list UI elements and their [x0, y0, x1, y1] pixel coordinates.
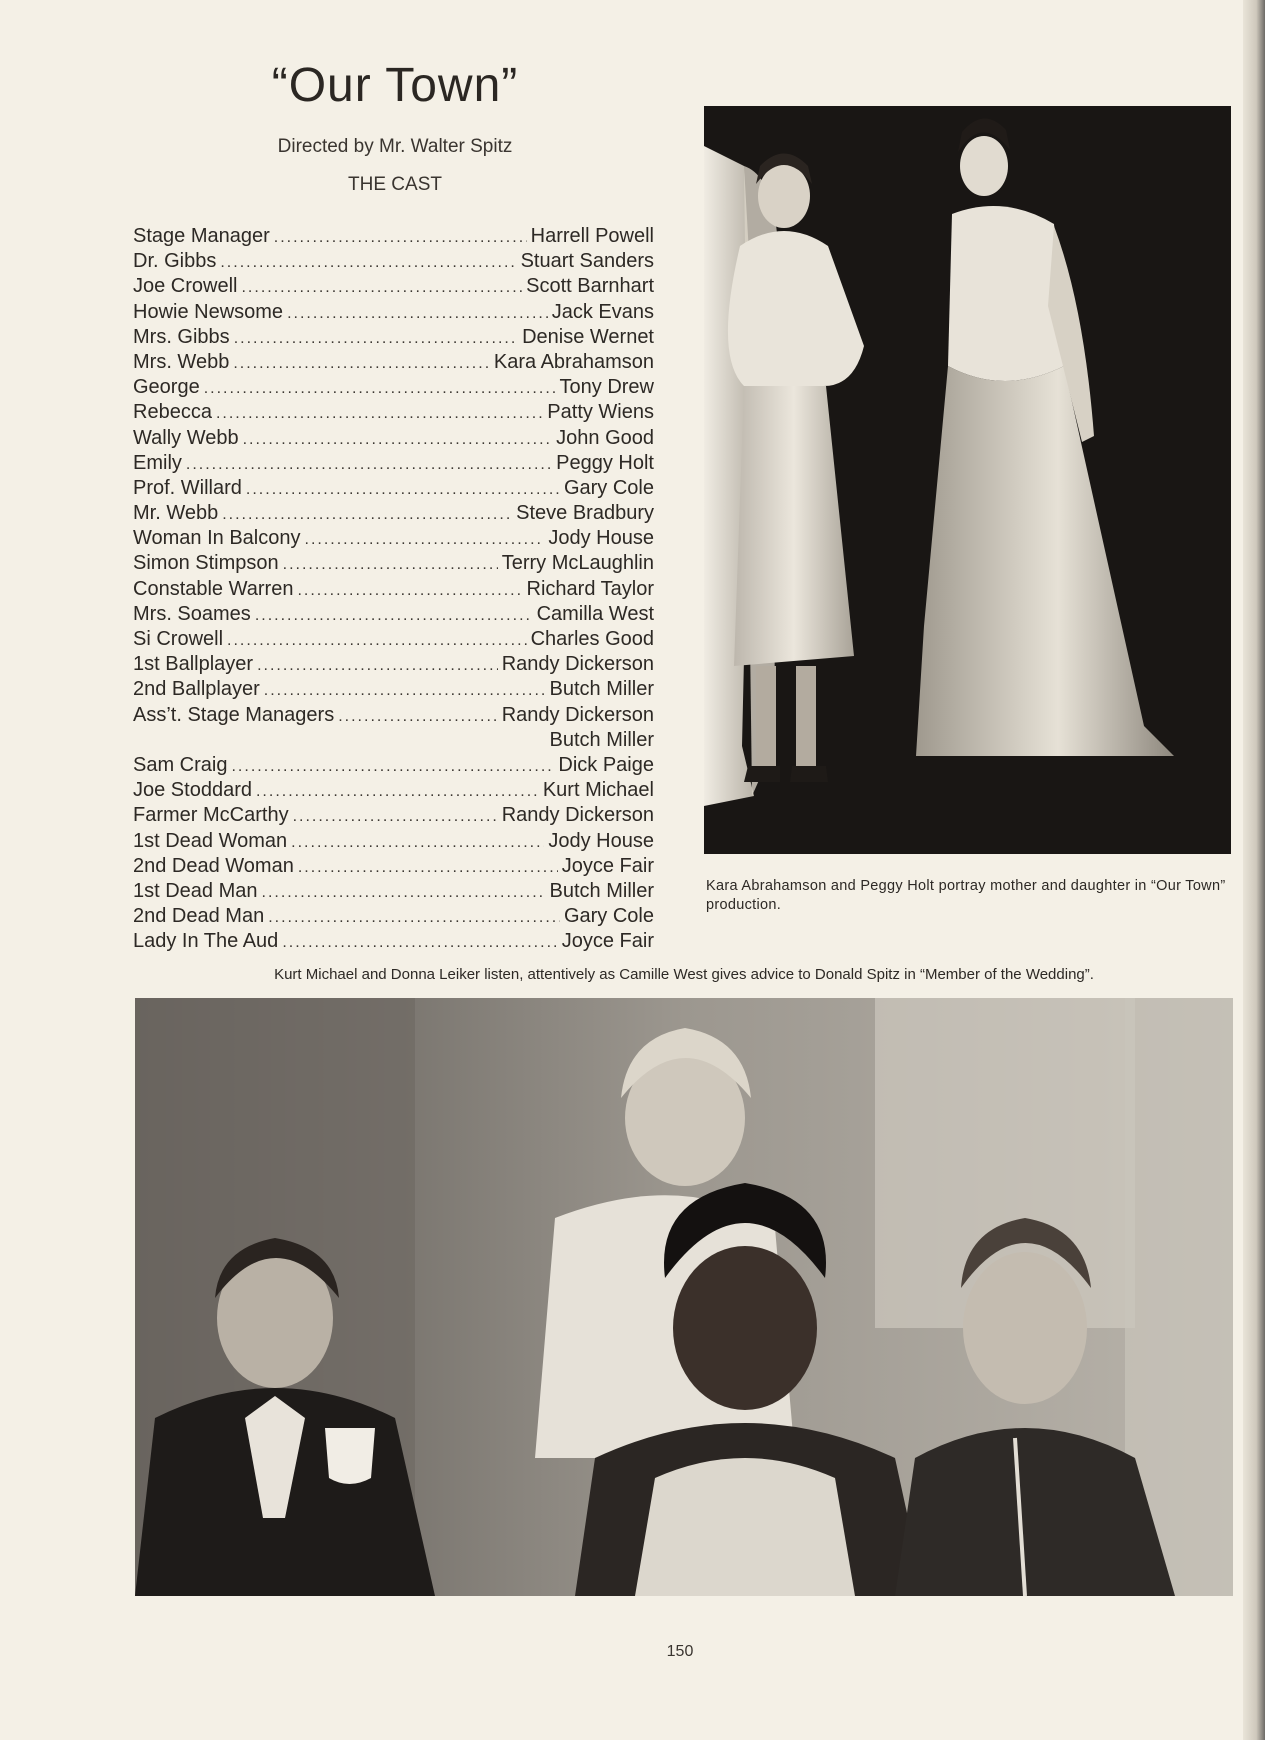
- director-credit: Directed by Mr. Walter Spitz: [277, 136, 513, 157]
- cast-role: 1st Dead Woman: [133, 829, 288, 852]
- dot-leader: [257, 653, 498, 678]
- cast-role: 2nd Ballplayer: [133, 678, 260, 701]
- cast-role: Dr. Gibbs: [133, 250, 217, 273]
- our-town-photo: [704, 106, 1231, 854]
- cast-actor: Randy Dickerson: [501, 804, 654, 827]
- cast-row: [133, 426, 654, 451]
- cast-role: Woman In Balcony: [133, 527, 301, 550]
- cast-actor: Gary Cole: [563, 905, 654, 928]
- cast-role: Constable Warren: [133, 577, 294, 600]
- cast-role: Si Crowell: [133, 628, 224, 650]
- member-of-the-wedding-caption: Kurt Michael and Donna Leiker listen, attentively as Camille West gives advice to Donald Spitz in “Member of the Wedding”.: [274, 966, 1094, 983]
- cast-row: [133, 375, 654, 400]
- cast-row: [133, 803, 654, 828]
- cast-role: 2nd Dead Woman: [133, 854, 294, 877]
- cast-actor: Scott Barnhart: [526, 275, 654, 298]
- cast-actor: Camilla West: [536, 602, 654, 625]
- cast-role: Joe Crowell: [133, 275, 238, 298]
- page-binding-edge: [1243, 0, 1265, 1740]
- cast-row: [133, 879, 654, 904]
- cast-row: [133, 551, 654, 576]
- cast-role: Simon Stimpson: [133, 552, 279, 575]
- member-of-the-wedding-photo: [135, 998, 1233, 1596]
- cast-role: 1st Ballplayer: [133, 653, 254, 676]
- cast-actor: Butch Miller: [549, 678, 654, 701]
- dot-leader: [246, 477, 560, 502]
- cast-row: [133, 728, 654, 753]
- dot-leader: [305, 527, 545, 552]
- cast-actor: Dick Paige: [558, 753, 654, 776]
- cast-actor: Tony Drew: [559, 376, 654, 399]
- dot-leader: [204, 376, 556, 401]
- cast-actor: Terry McLaughlin: [501, 552, 654, 575]
- our-town-photo-illustration: [704, 106, 1231, 854]
- cast-actor: Gary Cole: [563, 476, 654, 499]
- cast-heading: THE CAST: [348, 174, 442, 195]
- dot-leader: [241, 275, 522, 300]
- dot-leader: [186, 452, 552, 477]
- cast-actor: John Good: [556, 426, 654, 449]
- cast-actor: Jack Evans: [551, 300, 654, 323]
- page-title: “Our Town”: [271, 59, 519, 112]
- cast-row: [133, 350, 654, 375]
- cast-row: [133, 476, 654, 501]
- dot-leader: [255, 603, 533, 628]
- cast-row: [133, 501, 654, 526]
- cast-row: [133, 224, 654, 249]
- dot-leader: [282, 930, 557, 955]
- dot-leader: [234, 326, 518, 351]
- cast-actor: Butch Miller: [549, 728, 654, 751]
- cast-actor: Denise Wernet: [522, 325, 654, 348]
- cast-role: Emily: [133, 451, 182, 474]
- cast-row: [133, 703, 654, 728]
- dot-leader: [231, 754, 554, 779]
- dot-leader: [297, 578, 522, 603]
- dot-leader: [274, 225, 527, 250]
- cast-actor: Stuart Sanders: [520, 250, 654, 273]
- cast-row: [133, 677, 654, 702]
- cast-actor: Jody House: [548, 527, 654, 550]
- cast-role: Farmer McCarthy: [133, 804, 289, 827]
- dot-leader: [287, 301, 548, 326]
- cast-role: Prof. Willard: [133, 476, 242, 499]
- cast-actor: Harrell Powell: [530, 225, 654, 247]
- dot-leader: [283, 552, 498, 577]
- dot-leader: [338, 704, 497, 729]
- cast-role: George: [133, 376, 200, 399]
- cast-role: 1st Dead Man: [133, 879, 258, 902]
- cast-row: [133, 400, 654, 425]
- cast-row: [133, 526, 654, 551]
- cast-actor: Patty Wiens: [547, 401, 654, 424]
- dot-leader: [233, 351, 490, 376]
- dot-leader: [227, 628, 527, 653]
- dot-leader: [256, 779, 539, 804]
- dot-leader: [222, 502, 512, 527]
- cast-row: [133, 451, 654, 476]
- cast-row: [133, 904, 654, 929]
- cast-row: [133, 778, 654, 803]
- cast-row: [133, 652, 654, 677]
- cast-actor: Steve Bradbury: [516, 502, 654, 525]
- cast-row: [133, 829, 654, 854]
- cast-role: Wally Webb: [133, 426, 239, 449]
- cast-actor: Randy Dickerson: [501, 653, 654, 676]
- cast-row: [133, 753, 654, 778]
- cast-row: [133, 325, 654, 350]
- cast-role: Mr. Webb: [133, 502, 219, 525]
- cast-row: [133, 300, 654, 325]
- cast-actor: Joyce Fair: [561, 930, 654, 953]
- page-number: 150: [666, 1643, 694, 1660]
- dot-leader: [268, 905, 560, 930]
- cast-role: Stage Manager: [133, 225, 270, 247]
- cast-actor: Joyce Fair: [561, 854, 654, 877]
- cast-role: Ass’t. Stage Managers: [133, 703, 335, 726]
- cast-role: Sam Craig: [133, 753, 228, 776]
- dot-leader: [291, 830, 544, 855]
- our-town-photo-caption: Kara Abrahamson and Peggy Holt portray mother and daughter in “Our Town” production.: [706, 878, 1226, 913]
- cast-actor: Randy Dickerson: [501, 703, 654, 726]
- cast-role: Joe Stoddard: [133, 779, 252, 802]
- cast-actor: Kara Abrahamson: [493, 350, 654, 373]
- cast-row: [133, 929, 654, 954]
- dot-leader: [262, 880, 546, 905]
- cast-role: Mrs. Gibbs: [133, 325, 230, 348]
- cast-row: [133, 577, 654, 602]
- cast-row: [133, 249, 654, 274]
- dot-leader: [293, 804, 498, 829]
- cast-row: [133, 602, 654, 627]
- cast-row: [133, 274, 654, 299]
- cast-row: [133, 627, 654, 652]
- cast-role: Lady In The Aud: [133, 930, 279, 953]
- cast-role: Mrs. Webb: [133, 350, 230, 373]
- cast-list: [133, 224, 654, 954]
- cast-row: [133, 854, 654, 879]
- cast-role: 2nd Dead Man: [133, 905, 265, 928]
- cast-actor: Kurt Michael: [542, 779, 654, 802]
- cast-actor: Charles Good: [530, 628, 654, 650]
- dot-leader: [216, 401, 543, 426]
- cast-actor: Richard Taylor: [526, 577, 654, 600]
- member-of-the-wedding-photo-illustration: [135, 998, 1233, 1596]
- dot-leader: [298, 855, 558, 880]
- cast-role: Rebecca: [133, 401, 212, 424]
- cast-role: Howie Newsome: [133, 300, 284, 323]
- dot-leader: [264, 678, 546, 703]
- cast-actor: Peggy Holt: [556, 451, 654, 474]
- cast-actor: Jody House: [548, 829, 654, 852]
- dot-leader: [220, 250, 516, 275]
- dot-leader: [243, 427, 553, 452]
- cast-actor: Butch Miller: [549, 879, 654, 902]
- cast-role: Mrs. Soames: [133, 602, 251, 625]
